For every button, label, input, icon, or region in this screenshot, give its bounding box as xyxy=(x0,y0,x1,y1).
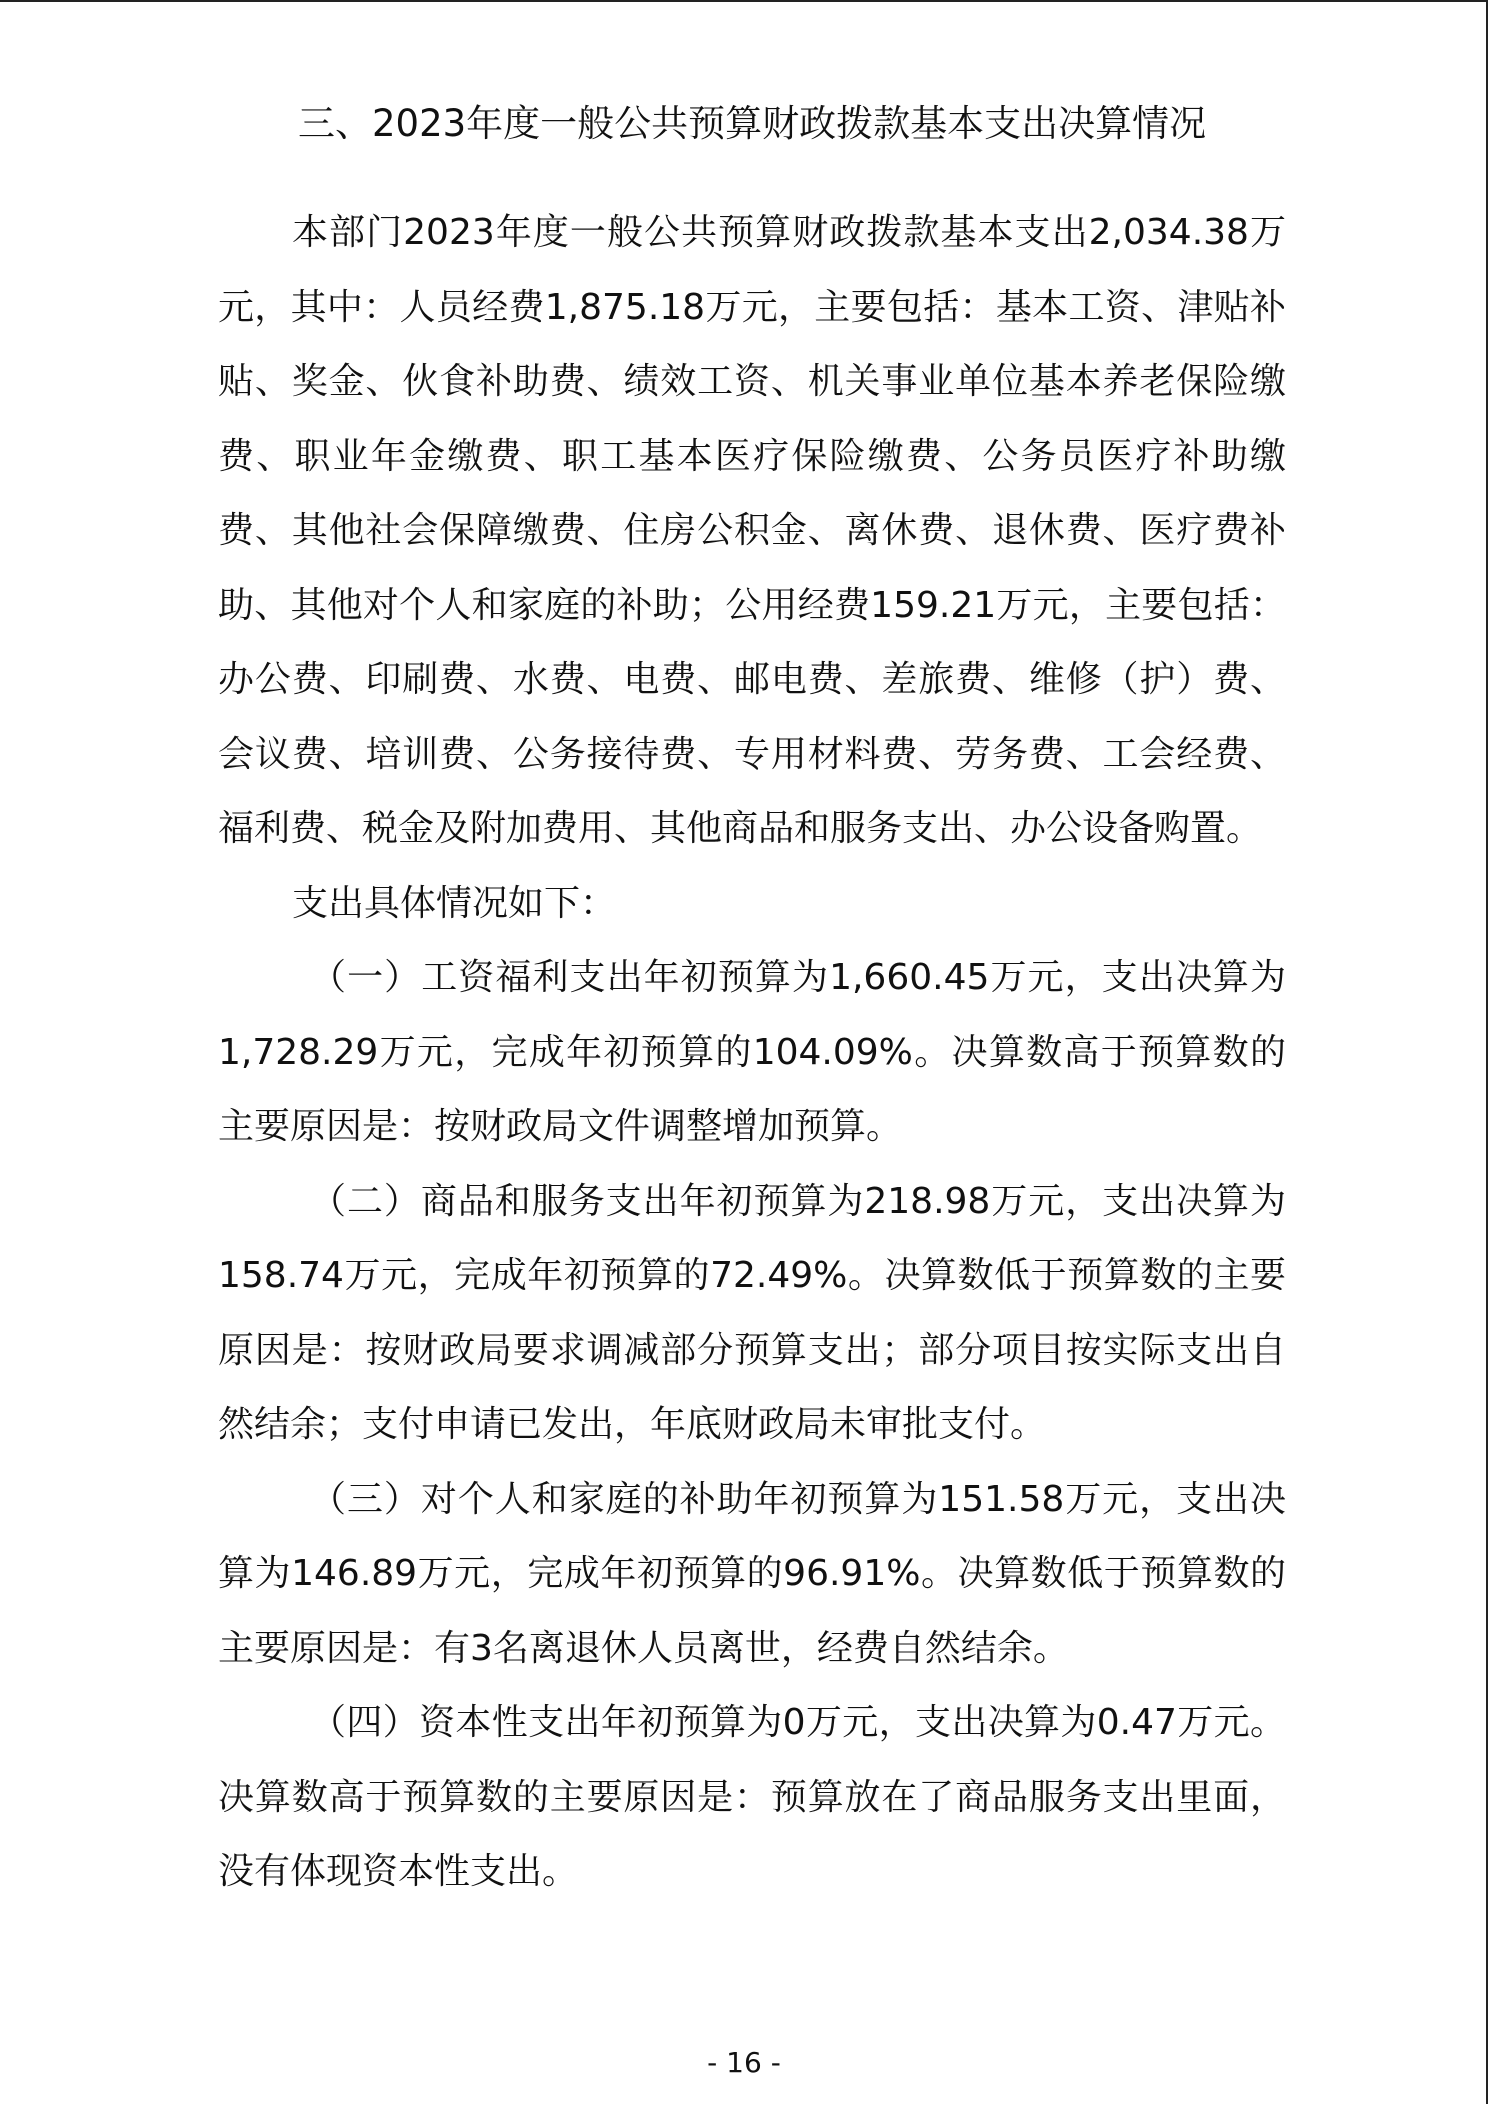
paragraph-wages-welfare: （一）工资福利支出年初预算为1,660.45万元，支出决算为1,728.29万元，完成年初预算的104.09%。决算数高于预算数的主要原因是：按财政局文件调整增加预算。 xyxy=(218,957,1286,1147)
page-number: - 16 - xyxy=(707,2046,781,2079)
document-body xyxy=(218,94,1286,1910)
paragraph-capital-expenditure: （四）资本性支出年初预算为0万元，支出决算为0.47万元。决算数高于预算数的主要原因是：预算放在了商品服务支出里面，没有体现资本性支出。 xyxy=(218,1702,1286,1892)
paragraph-basic-expenditure-summary: 本部门2023年度一般公共预算财政拨款基本支出2,034.38万元，其中：人员经费1,875.18万元，主要包括：基本工资、津贴补贴、奖金、伙食补助费、绩效工资、机关事业单位基本养老保险缴费、职业年金缴费、职工基本医疗保险缴费、公务员医疗补助缴费、其他社会保障缴费、住房公积金、离休费、退休费、医疗费补助、其他对个人和家庭的补助；公用经费159.21万元，主要包括：办公费、印刷费、水费、电费、邮电费、差旅费、维修（护）费、会议费、培训费、公务接待费、专用材料费、劳务费、工会经费、福利费、税金及附加费用、其他商品和服务支出、办公设备购置。 xyxy=(218,212,1286,849)
section-title: 三、2023年度一般公共预算财政拨款基本支出决算情况 xyxy=(298,102,1207,145)
paragraph-details-intro: 支出具体情况如下： xyxy=(292,882,617,924)
paragraph-goods-services: （二）商品和服务支出年初预算为218.98万元，支出决算为158.74万元，完成年初预算的72.49%。决算数低于预算数的主要原因是：按财政局要求调减部分预算支出；部分项目按实际支出自然结余；支付申请已发出，年底财政局未审批支付。 xyxy=(218,1180,1286,1445)
paragraph-personal-household-subsidy: （三）对个人和家庭的补助年初预算为151.58万元，支出决算为146.89万元，完成年初预算的96.91%。决算数低于预算数的主要原因是：有3名离退休人员离世，经费自然结余。 xyxy=(218,1478,1286,1669)
